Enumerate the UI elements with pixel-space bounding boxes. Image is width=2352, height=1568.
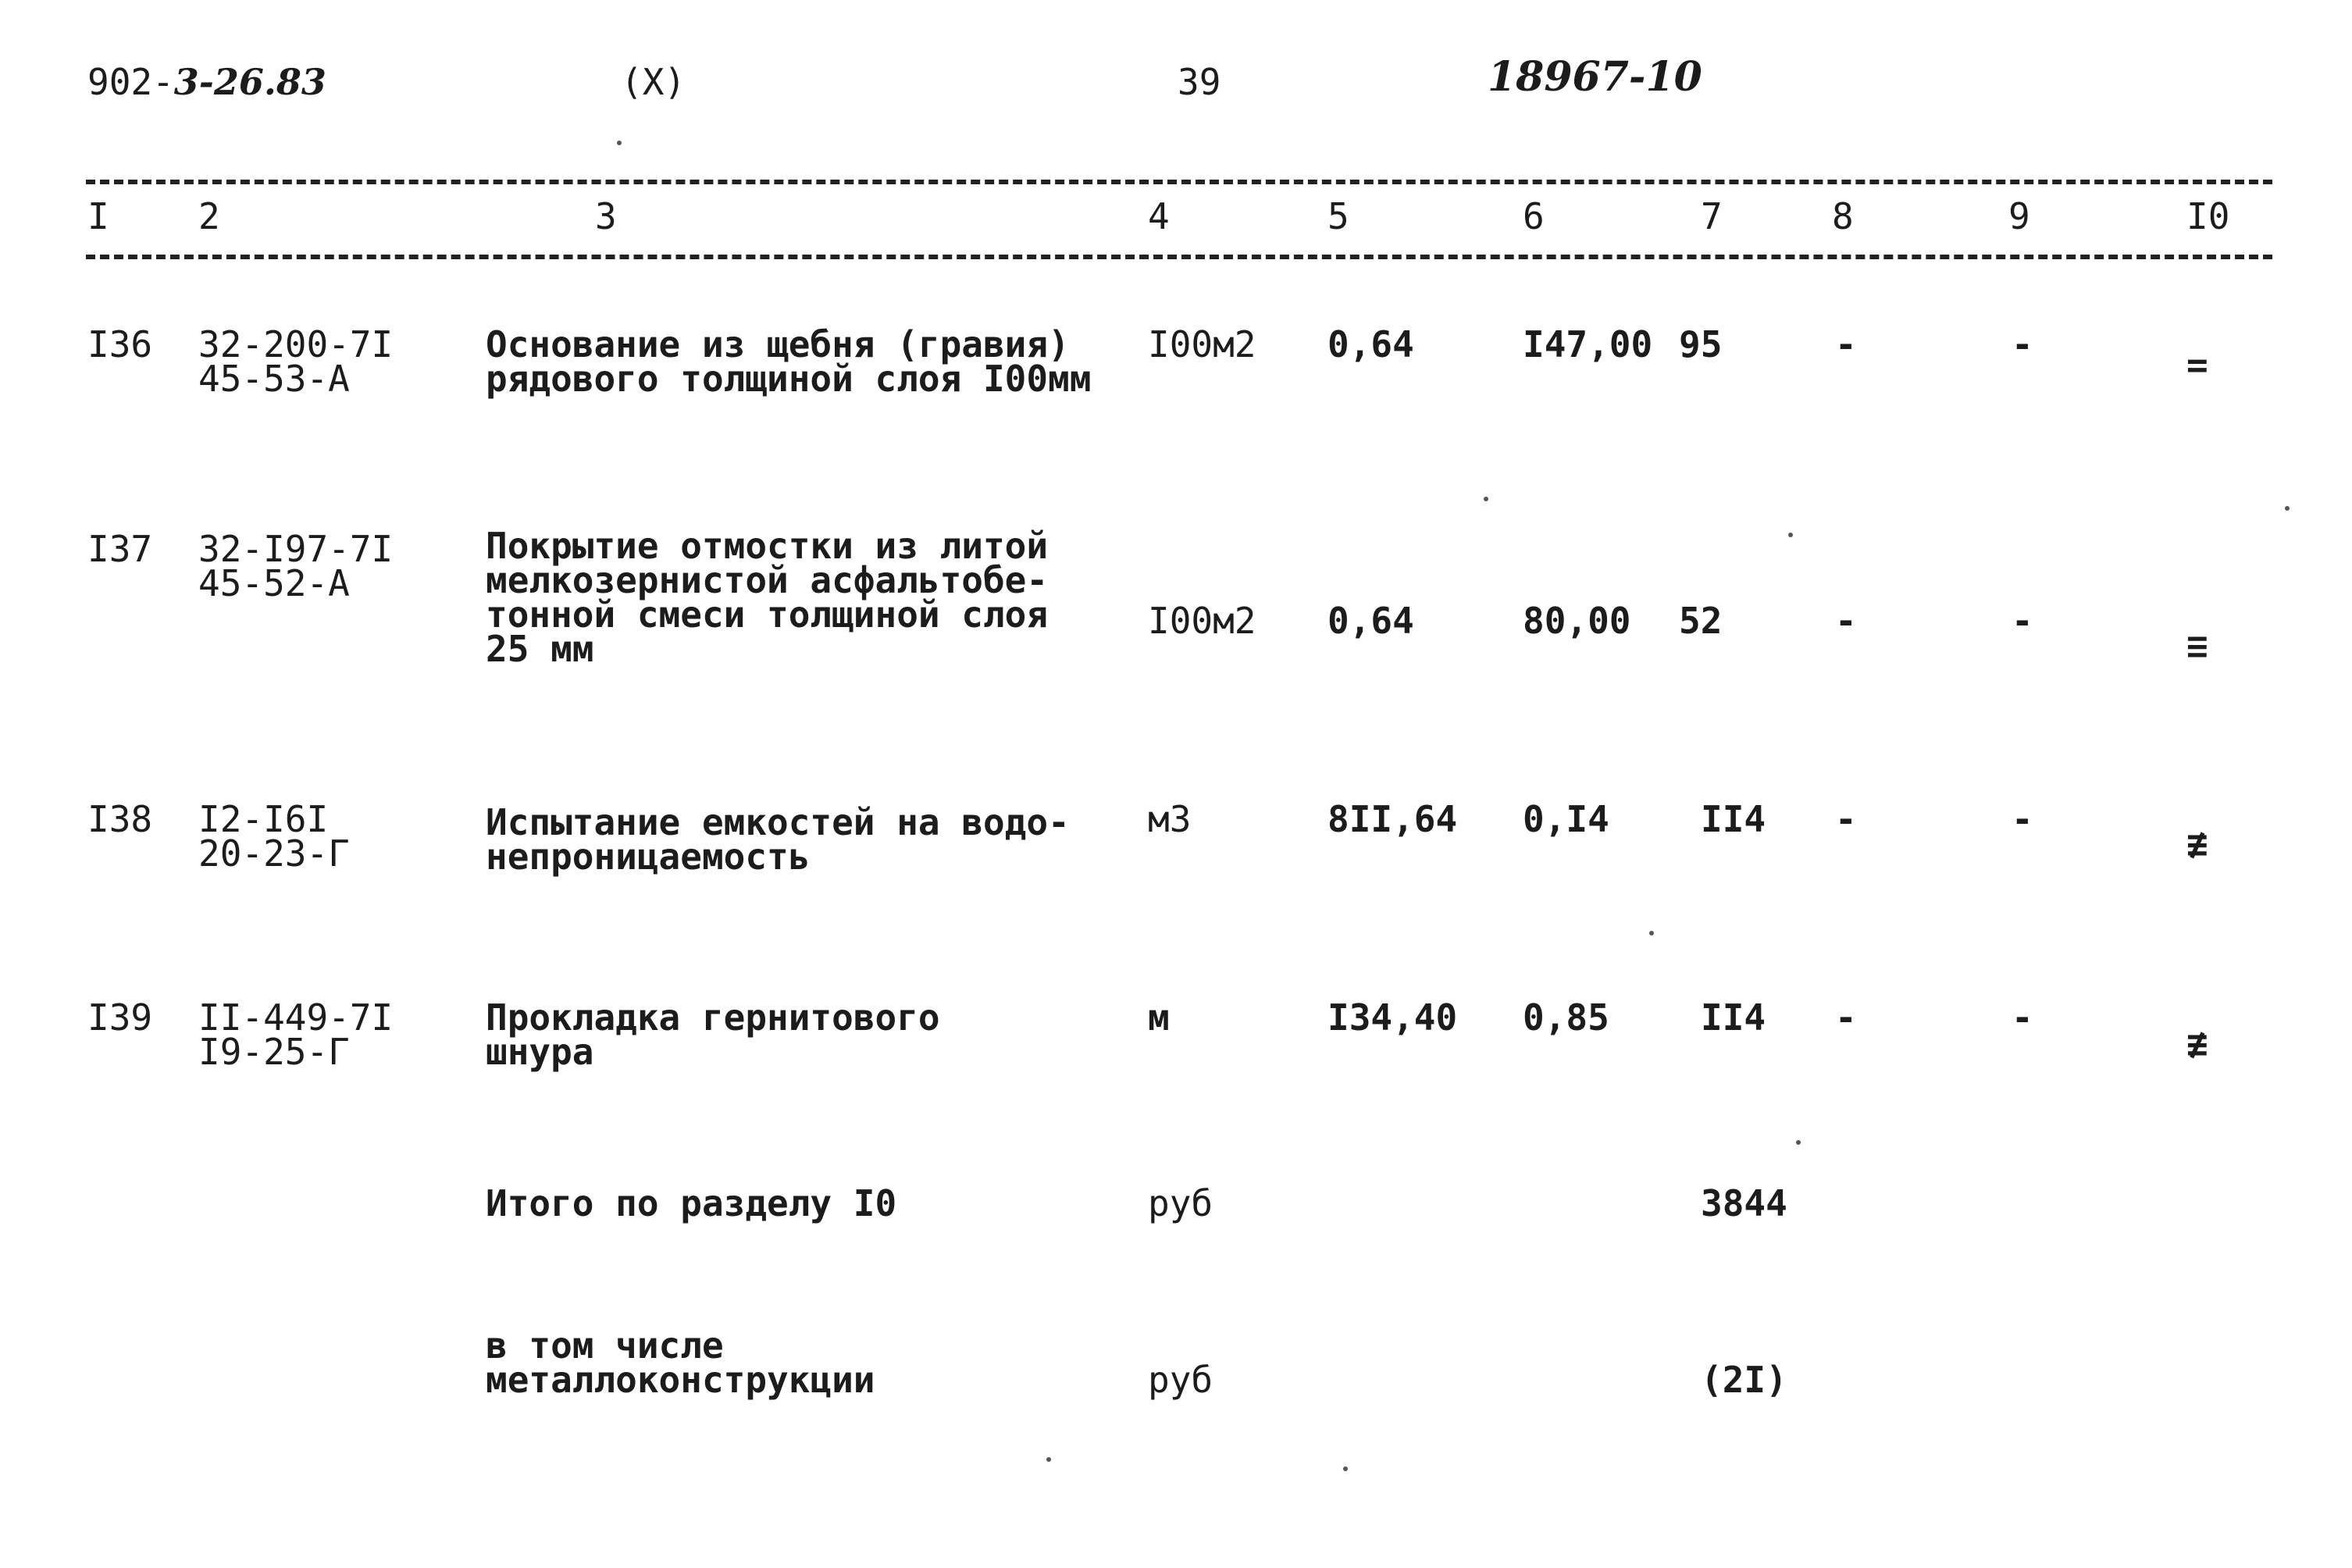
- unit-price: I47,00: [1523, 323, 1653, 365]
- total-value: 3844: [1701, 1182, 1787, 1224]
- document-code-printed: 902-: [87, 61, 174, 103]
- description-line: 25 мм: [486, 628, 594, 670]
- total-unit: руб: [1148, 1182, 1213, 1224]
- column-9-value: -: [2012, 323, 2033, 365]
- price-code: 45-52-A: [198, 562, 350, 604]
- unit-price: 0,I4: [1523, 798, 1609, 840]
- column-10-mark: =: [2186, 344, 2208, 386]
- unit: I00м2: [1148, 600, 1256, 642]
- row-number: I38: [87, 798, 153, 840]
- cost: II4: [1701, 798, 1766, 840]
- document-code: [87, 61, 326, 103]
- column-9-value: -: [2012, 600, 2033, 642]
- column-8-value: -: [1835, 996, 1857, 1039]
- column-number: 8: [1832, 195, 1854, 237]
- column-number: 7: [1701, 195, 1723, 237]
- column-number: 2: [198, 195, 220, 237]
- scan-speck: [1788, 533, 1793, 537]
- column-9-value: -: [2012, 798, 2033, 840]
- cost: II4: [1701, 996, 1766, 1039]
- scan-speck: [2285, 506, 2290, 511]
- column-8-value: -: [1835, 600, 1857, 642]
- price-code: 20-23-Г: [198, 832, 350, 875]
- quantity: I34,40: [1327, 996, 1458, 1039]
- subtotal-label-line: металлоконструкции: [486, 1359, 875, 1401]
- scan-speck: [1484, 497, 1488, 501]
- norm-code: II-449-7I: [198, 996, 394, 1039]
- document-code-handwritten: 3-26.83: [173, 61, 326, 103]
- column-number: I: [87, 195, 109, 237]
- column-8-value: -: [1835, 323, 1857, 365]
- description-line: непроницаемость: [486, 836, 811, 878]
- row-number: I36: [87, 323, 153, 365]
- subtotal-unit: руб: [1148, 1359, 1213, 1401]
- price-code: 45-53-A: [198, 358, 350, 400]
- column-8-value: -: [1835, 798, 1857, 840]
- subtotal-value: (2I): [1701, 1359, 1787, 1401]
- column-9-value: -: [2012, 996, 2033, 1039]
- description-line: Прокладка гернитового: [486, 996, 940, 1039]
- norm-code: I2-I6I: [198, 798, 329, 840]
- unit-price: 0,85: [1523, 996, 1609, 1039]
- total-label: Итого по разделу I0: [486, 1182, 897, 1224]
- cost: 95: [1679, 323, 1723, 365]
- scan-speck: [617, 141, 622, 145]
- column-10-mark: ≢: [2186, 1023, 2208, 1065]
- column-number: 5: [1327, 195, 1349, 237]
- description-line: шнура: [486, 1031, 594, 1073]
- table-top-rule: [86, 180, 2272, 184]
- cost: 52: [1679, 600, 1723, 642]
- scan-speck: [1796, 1140, 1801, 1145]
- description-line: Испытание емкостей на водо-: [486, 801, 1070, 843]
- subtotal-label-line: в том числе: [486, 1324, 724, 1367]
- table-header-rule: [86, 255, 2272, 259]
- norm-code: 32-200-7I: [198, 323, 394, 365]
- quantity: 8II,64: [1327, 798, 1458, 840]
- archive-number: 18967-10: [1488, 53, 1702, 101]
- column-number: 6: [1523, 195, 1545, 237]
- unit: I00м2: [1148, 323, 1256, 365]
- column-10-mark: ≢: [2186, 823, 2208, 865]
- column-number: 3: [595, 195, 617, 237]
- column-10-mark: ≡: [2186, 625, 2208, 667]
- page-number: 39: [1178, 61, 1221, 103]
- description-line: мелкозернистой асфальтобе-: [486, 559, 1049, 601]
- description-line: Покрытие отмостки из литой: [486, 525, 1049, 567]
- price-code: I9-25-Г: [198, 1031, 350, 1073]
- quantity: 0,64: [1327, 323, 1414, 365]
- description-line: тонной смеси толщиной слоя: [486, 593, 1049, 636]
- column-number: I0: [2186, 195, 2230, 237]
- section-marker: (X): [621, 61, 686, 103]
- column-number: 4: [1148, 195, 1170, 237]
- scan-speck: [1046, 1457, 1051, 1462]
- row-number: I39: [87, 996, 153, 1039]
- description-line: рядового толщиной слоя I00мм: [486, 358, 1092, 400]
- row-number: I37: [87, 528, 153, 570]
- norm-code: 32-I97-7I: [198, 528, 394, 570]
- unit: м: [1148, 996, 1170, 1039]
- quantity: 0,64: [1327, 600, 1414, 642]
- scan-speck: [1649, 931, 1654, 935]
- scan-speck: [1343, 1466, 1348, 1471]
- unit-price: 80,00: [1523, 600, 1631, 642]
- unit: м3: [1148, 798, 1192, 840]
- description-line: Основание из щебня (гравия): [486, 323, 1070, 365]
- column-number: 9: [2008, 195, 2030, 237]
